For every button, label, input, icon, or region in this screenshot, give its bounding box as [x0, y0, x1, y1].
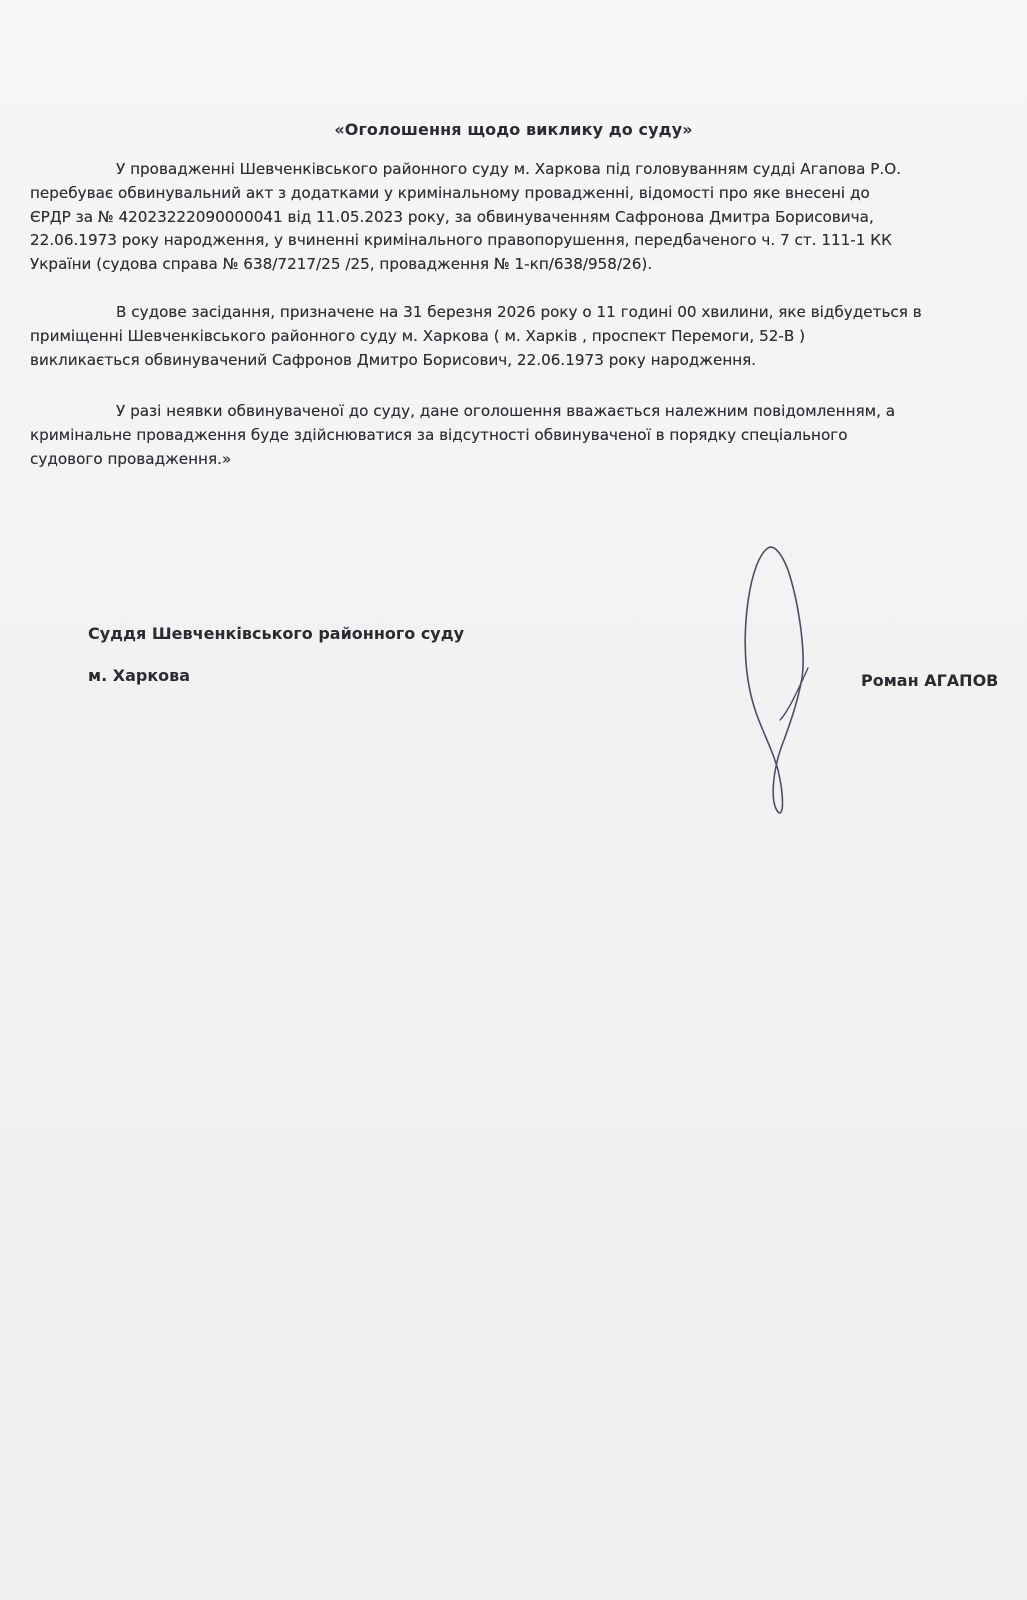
paragraph-hearing-info [30, 301, 990, 372]
text-line: У разі неявки обвинуваченої до суду, дане оголошення вважається належним повідомленням, а [116, 402, 896, 420]
text-line: викликається обвинувачений Сафронов Дмитро Борисович, 22.06.1973 року народження. [30, 350, 757, 369]
text-line: 22.06.1973 року народження, у вчиненні кримінального правопорушення, передбаченого ч. 7 ст. 111-1 КК [30, 231, 892, 250]
document-title: «Оголошення щодо виклику до суду» [334, 120, 693, 139]
signer-name: Роман АГАПОВ [861, 671, 999, 690]
text-line: У провадженні Шевченківського районного суду м. Харкова під головуванням судді Агапова Р.О. [116, 160, 902, 178]
text-line: приміщенні Шевченківського районного суду м. Харкова ( м. Харків , проспект Перемоги, 52-В ) [30, 326, 806, 345]
text-line: кримінальне провадження буде здійснюватися за відсутності обвинуваченої в порядку спеціального [30, 425, 848, 444]
paragraph-absence-notice [30, 400, 990, 471]
text-line: В судове засідання, призначене на 31 березня 2026 року о 11 годині 00 хвилини, яке відбудеться в [116, 303, 922, 321]
text-line: перебуває обвинувальний акт з додатками у кримінальному провадженні, відомості про яке внесені до [30, 183, 870, 202]
paragraph-case-info [30, 158, 990, 277]
text-line: судового провадження.» [30, 449, 232, 468]
handwritten-signature [740, 540, 830, 820]
text-line: України (судова справа № 638/7217/25 /25, провадження № 1-кп/638/958/26). [30, 255, 653, 274]
text-line: ЄРДР за № 42023222090000041 від 11.05.2023 року, за обвинуваченням Сафронова Дмитра Борисовича, [30, 207, 874, 226]
signer-position: Суддя Шевченківського районного суду [88, 624, 465, 643]
signer-city: м. Харкова [88, 666, 191, 685]
